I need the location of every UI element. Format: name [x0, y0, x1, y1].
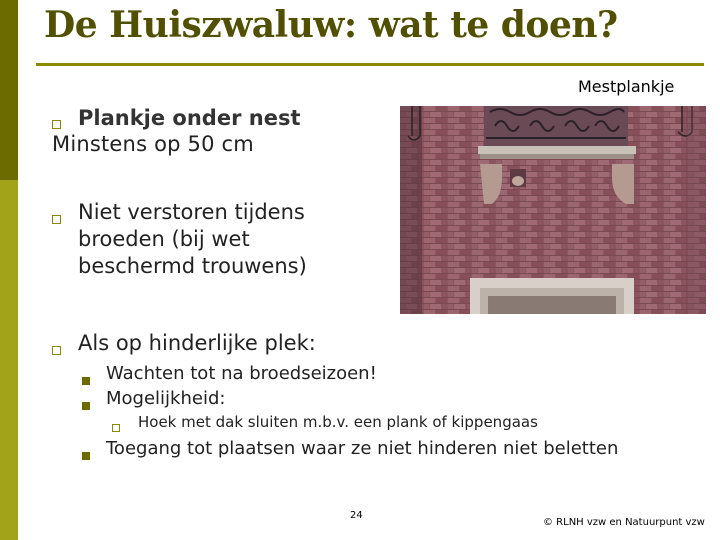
- filled-square-bullet-icon: [82, 445, 90, 466]
- hollow-square-bullet-icon: [52, 205, 61, 232]
- sidebar-accent-light: [0, 180, 18, 540]
- hollow-square-bullet-icon: [52, 336, 61, 363]
- sub-bullet-text: Toegang tot plaatsen waar ze niet hinderen niet beletten: [106, 438, 619, 459]
- copyright-footer: © RLNH vzw en Natuurpunt vzw: [543, 517, 705, 528]
- bullet-plankje: [52, 105, 300, 157]
- sub-bullet-text: Mogelijkheid:: [106, 388, 226, 409]
- bullet-text: Plankje onder nest: [78, 106, 301, 130]
- sub-sub-bullet-text: Hoek met dak sluiten m.b.v. een plank of kippengaas: [138, 413, 538, 431]
- slide-title: De Huiszwaluw: wat te doen?: [44, 4, 618, 46]
- sub-sub-bullet-hoek: [112, 413, 538, 432]
- brick-wall-balcony-photo: [400, 106, 706, 314]
- sub-bullet-toegang: [82, 438, 622, 459]
- photo-caption: Mestplankje: [578, 77, 675, 96]
- sub-bullet-wachten: [82, 363, 377, 384]
- sub-bullet-text: Wachten tot na broedseizoen!: [106, 363, 377, 384]
- sidebar-accent-dark: [0, 0, 18, 180]
- page-number: 24: [350, 510, 363, 521]
- bullet-niet-verstoren: [52, 199, 372, 280]
- title-underline: [36, 63, 704, 66]
- bullet-text: Als op hinderlijke plek:: [78, 331, 316, 355]
- bullet-text: Niet verstoren tijdens broeden (bij wet beschermd trouwens): [78, 200, 307, 278]
- bullet-text-continuation: Minstens op 50 cm: [52, 132, 254, 156]
- hollow-square-bullet-icon: [52, 110, 61, 136]
- sub-bullet-mogelijkheid: [82, 388, 225, 409]
- bullet-hinderlijke-plek: [52, 330, 316, 357]
- hollow-square-bullet-icon: [112, 418, 120, 437]
- filled-square-bullet-icon: [82, 395, 90, 416]
